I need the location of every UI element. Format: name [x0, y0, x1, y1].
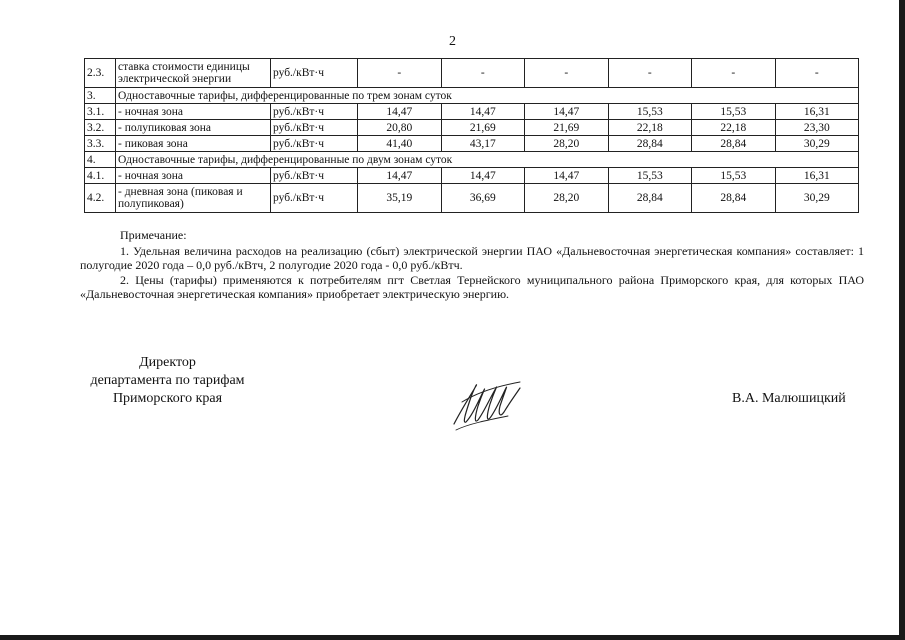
row-name: - пиковая зона	[116, 136, 271, 152]
tariff-value: 28,20	[525, 136, 609, 152]
tariff-value: 30,29	[775, 136, 859, 152]
tariff-value: 41,40	[358, 136, 442, 152]
section-title: Одноставочные тарифы, дифференцированные по трем зонам суток	[116, 88, 859, 104]
notes-section	[80, 228, 864, 302]
tariff-value: 15,53	[692, 168, 776, 184]
row-number: 3.1.	[85, 104, 116, 120]
tariff-value: -	[441, 59, 525, 88]
row-number: 3.	[85, 88, 116, 104]
tariff-value: 20,80	[358, 120, 442, 136]
tariff-value: 14,47	[441, 168, 525, 184]
signer-name: В.А. Малюшицкий	[732, 391, 846, 406]
tariff-value: 28,20	[525, 184, 609, 213]
signatory-title	[80, 354, 255, 408]
tariff-value: 22,18	[692, 120, 776, 136]
row-unit: руб./кВт·ч	[271, 104, 358, 120]
row-name: - полупиковая зона	[116, 120, 271, 136]
row-number: 2.3.	[85, 59, 116, 88]
tariff-value: 15,53	[608, 104, 692, 120]
tariff-value: 35,19	[358, 184, 442, 213]
table-row	[85, 104, 859, 120]
section-title: Одноставочные тарифы, дифференцированные по двум зонам суток	[116, 152, 859, 168]
table-row	[85, 59, 859, 88]
scan-border-bottom	[0, 635, 905, 640]
tariff-value: 16,31	[775, 168, 859, 184]
table-row	[85, 120, 859, 136]
signatory-department: департамента по тарифам	[90, 373, 245, 388]
row-name: - ночная зона	[116, 104, 271, 120]
handwritten-signature	[448, 372, 528, 442]
row-number: 3.3.	[85, 136, 116, 152]
tariff-value: 14,47	[358, 104, 442, 120]
tariff-value: 22,18	[608, 120, 692, 136]
row-unit: руб./кВт·ч	[271, 59, 358, 88]
row-unit: руб./кВт·ч	[271, 184, 358, 213]
table-row	[85, 136, 859, 152]
tariff-value: 28,84	[692, 136, 776, 152]
row-name: - ночная зона	[116, 168, 271, 184]
row-number: 4.	[85, 152, 116, 168]
tariff-value: 36,69	[441, 184, 525, 213]
tariff-value: 43,17	[441, 136, 525, 152]
row-unit: руб./кВт·ч	[271, 136, 358, 152]
tariff-value: 30,29	[775, 184, 859, 213]
tariff-value: -	[358, 59, 442, 88]
tariff-value: 21,69	[441, 120, 525, 136]
table-section-row	[85, 88, 859, 104]
tariff-value: 21,69	[525, 120, 609, 136]
signatory-region: Приморского края	[112, 391, 223, 406]
tariff-value: 15,53	[692, 104, 776, 120]
row-unit: руб./кВт·ч	[271, 168, 358, 184]
tariff-value: 14,47	[525, 104, 609, 120]
tariff-value: 15,53	[608, 168, 692, 184]
tariff-value: 14,47	[525, 168, 609, 184]
tariff-table	[84, 58, 859, 213]
row-unit: руб./кВт·ч	[271, 120, 358, 136]
page-number: 2	[449, 34, 456, 49]
tariff-value: -	[525, 59, 609, 88]
tariff-value: 14,47	[441, 104, 525, 120]
tariff-value: 14,47	[358, 168, 442, 184]
tariff-value: 23,30	[775, 120, 859, 136]
row-number: 4.1.	[85, 168, 116, 184]
tariff-value: 16,31	[775, 104, 859, 120]
table-section-row	[85, 152, 859, 168]
signatory-position: Директор	[139, 355, 196, 370]
tariff-value: 28,84	[608, 184, 692, 213]
table-row	[85, 184, 859, 213]
notes-heading: Примечание:	[120, 228, 187, 242]
row-number: 4.2.	[85, 184, 116, 213]
row-name: ставка стоимости единицы электрической энергии	[116, 59, 271, 88]
table-row	[85, 168, 859, 184]
tariff-value: -	[608, 59, 692, 88]
tariff-value: -	[692, 59, 776, 88]
note-1: 1. Удельная величина расходов на реализацию (сбыт) электрической энергии ПАО «Дальневосточная энергетическая компания» составляет: 1 полугодие 2020 года – 0,0 руб./кВтч, 2 полугодие 2020 года - 0,0 руб./кВтч.	[80, 243, 864, 272]
tariff-value: 28,84	[608, 136, 692, 152]
tariff-value: -	[775, 59, 859, 88]
tariff-value: 28,84	[692, 184, 776, 213]
row-number: 3.2.	[85, 120, 116, 136]
scan-border-right	[899, 0, 905, 640]
row-name: - дневная зона (пиковая и полупиковая)	[116, 184, 271, 213]
note-2: 2. Цены (тарифы) применяются к потребителям пгт Светлая Тернейского муниципального района Приморского края, для которых ПАО «Дальневосточная энергетическая компания» приобретает электрическую энергию.	[80, 272, 864, 301]
